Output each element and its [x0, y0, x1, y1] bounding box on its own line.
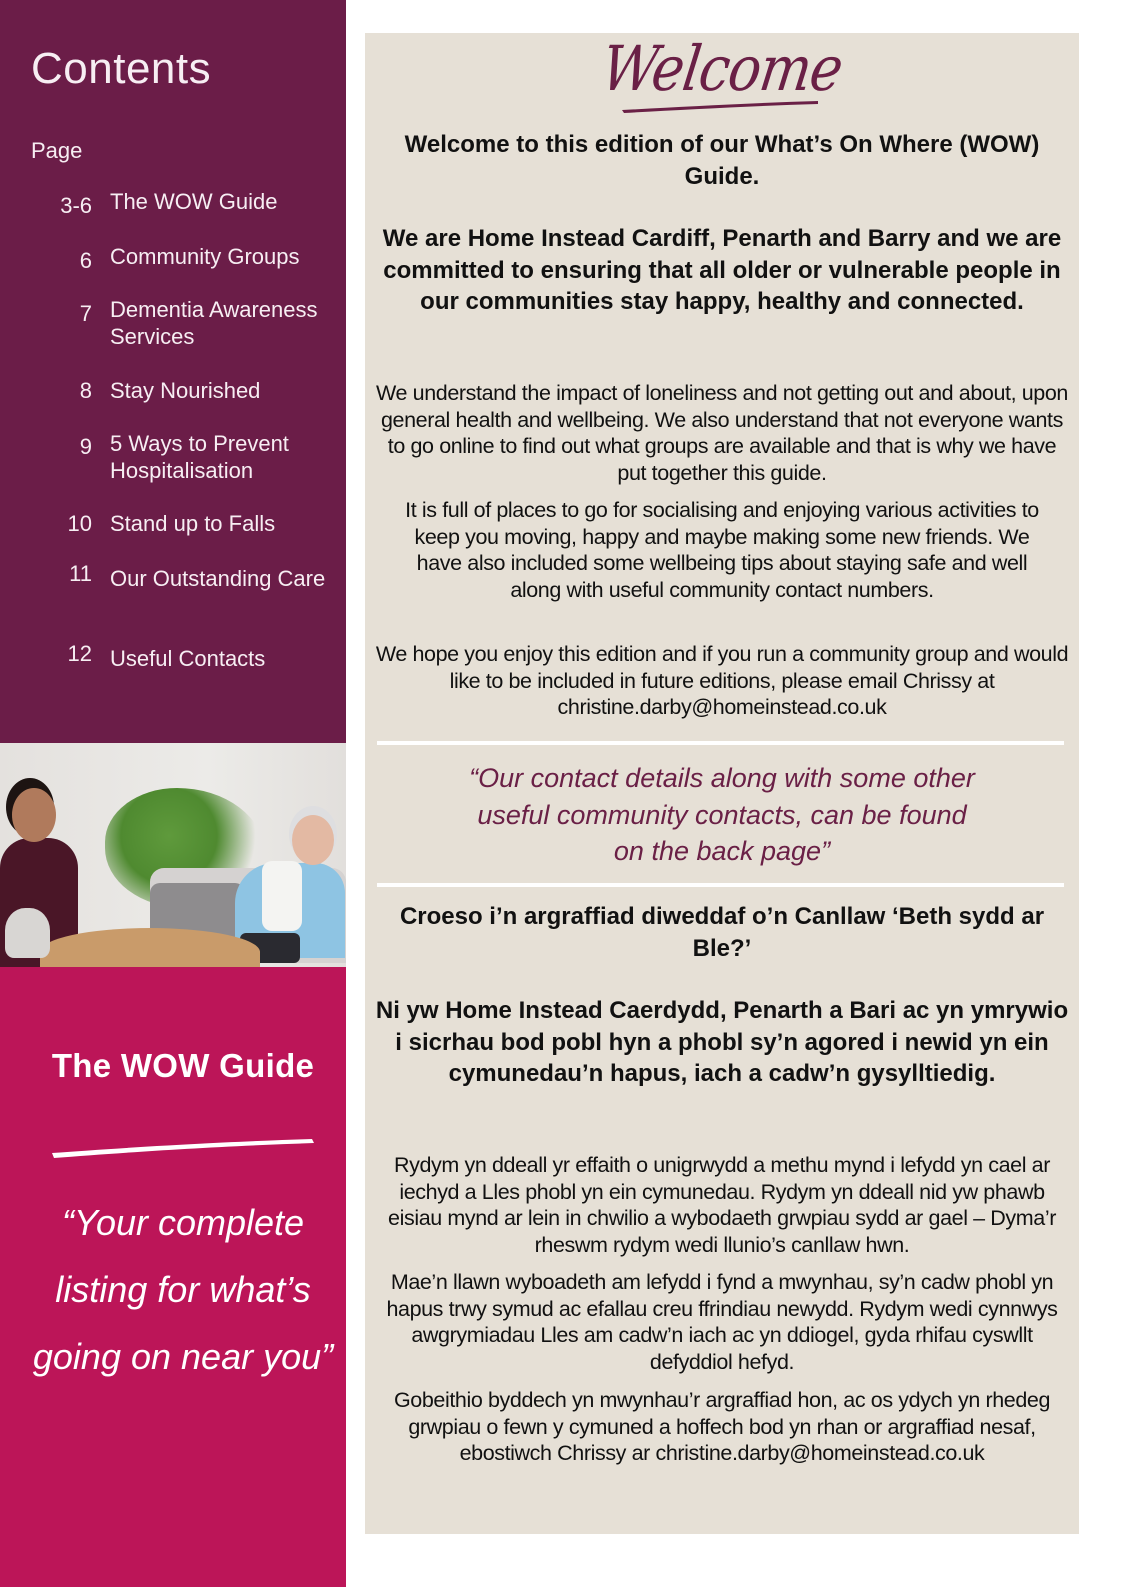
toc-page-number: 3-6: [60, 193, 92, 218]
wow-guide-block: [0, 967, 346, 1587]
toc-page-number: 7: [79, 301, 92, 326]
paragraph-en-1: We understand the impact of loneliness and not getting out and about, upon general health and wellbeing. We also understand that not everyone wants to go online to find out what groups are available and that is why we have put together this guide.: [376, 381, 1068, 485]
paragraph-cy-1: Rydym yn ddeall yr effaith o unigrwydd a methu mynd i lefydd yn cael ar iechyd a Lles phobl yn ein cymunedau. Rydym yn ddeall nid yw phawb eisiau mynd ar lein in chwilio a wybodaeth grwpiau sydd ar gael – Dyma’r rheswm rydym wedi llunio’s canllaw hwn.: [388, 1153, 1056, 1257]
welcome-lead-en: Welcome to this edition of our What’s On Where (WOW) Guide.: [404, 131, 1040, 190]
underline-stroke-icon: [620, 99, 820, 113]
toc-label: The WOW Guide: [110, 189, 278, 214]
contents-title: Contents: [31, 44, 212, 93]
intro-cy: Ni yw Home Instead Caerdydd, Penarth a Bari ac yn ymrywio i sicrhau bod pobl hyn a phobl sy’n agored i newid yn ein cymunedau’n hapus, iach a cadw’n gysylltiedig.: [375, 997, 1069, 1087]
toc-label: Stay Nourished: [110, 378, 261, 403]
toc-label: Our Outstanding Care: [110, 566, 326, 591]
welcome-script-heading: [365, 32, 1079, 125]
wow-guide-title: The WOW Guide: [51, 1047, 315, 1084]
care-photo: [0, 743, 346, 967]
toc-item-wow-guide[interactable]: [0, 188, 346, 219]
paragraph-en-2: It is full of places to go for socialising and enjoying various activities to keep you moving, happy and maybe making some new friends. We have also included some wellbeing tips about staying safe and well along with useful community contact numbers.: [405, 498, 1039, 602]
toc-item-outstanding-care[interactable]: [0, 560, 346, 592]
toc-item-community-groups[interactable]: [0, 243, 346, 274]
toc-page-number: 6: [79, 248, 92, 273]
paragraph-en-3: We hope you enjoy this edition and if you run a community group and would like to be included in future editions, please email Chrissy at christine.darby@homeinstead.co.uk: [375, 642, 1069, 720]
toc-page-number: 12: [67, 641, 92, 666]
divider-bottom: [377, 883, 1064, 887]
toc-item-useful-contacts[interactable]: [0, 640, 346, 672]
divider-top: [377, 741, 1064, 745]
photo-lady-head: [292, 815, 334, 865]
page-column-label: Page: [31, 138, 83, 163]
welcome-lead-cy: Croeso i’n argraffiad diweddaf o’n Canllaw ‘Beth sydd ar Ble?’: [399, 903, 1045, 962]
toc-label: Community Groups: [110, 244, 300, 269]
toc-label: 5 Ways to Prevent Hospitalisation: [110, 431, 289, 483]
toc-item-stand-up-to-falls[interactable]: [0, 510, 346, 537]
toc-label: Useful Contacts: [110, 646, 266, 671]
welcome-heading-text: Welcome: [597, 32, 847, 105]
back-page-pull-quote: “Our contact details along with some other useful community contacts, can be found on the back page”: [469, 763, 975, 866]
brush-swoosh-icon: [50, 1137, 316, 1159]
toc-item-prevent-hospitalisation[interactable]: [0, 430, 346, 484]
photo-carer-head: [12, 788, 56, 842]
photo-lady-shirt: [262, 861, 302, 931]
photo-teapot: [5, 908, 50, 958]
wow-guide-tagline: “Your complete listing for what’s going on near you”: [32, 1202, 334, 1377]
toc-page-number: 8: [79, 378, 92, 403]
paragraph-cy-3: Gobeithio byddech yn mwynhau’r argraffiad hon, ac os ydych yn rhedeg grwpiau o fewn y cymuned a hoffech bod yn rhan or argraffiad nesaf, ebostiwch Chrissy ar christine.darby@homeinstead.co.uk: [393, 1388, 1051, 1466]
intro-en: We are Home Instead Cardiff, Penarth and Barry and we are committed to ensuring that all older or vulnerable people in our communities stay happy, healthy and connected.: [382, 225, 1062, 315]
toc-page-number: 10: [67, 511, 92, 536]
paragraph-cy-2: Mae’n llawn wyboadeth am lefydd i fynd a mwynhau, sy’n cadw phobl yn hapus trwy symud ac efallau creu ffrindiau newydd. Rydym wedi cynnwys awgrymiadau Lles am cadw’n iach ac yn ddiogel, gyda rhifau cyswllt defyddiol hefyd.: [386, 1270, 1058, 1374]
toc-item-dementia-awareness[interactable]: [0, 296, 346, 350]
toc-item-stay-nourished[interactable]: [0, 377, 346, 404]
contents-panel: [0, 0, 346, 743]
toc-label: Dementia Awareness Services: [110, 297, 318, 349]
toc-label: Stand up to Falls: [110, 511, 276, 536]
left-column: [0, 0, 346, 1587]
toc-page-number: 11: [69, 561, 92, 586]
welcome-panel: [365, 33, 1079, 1534]
toc-page-number: 9: [79, 434, 92, 459]
